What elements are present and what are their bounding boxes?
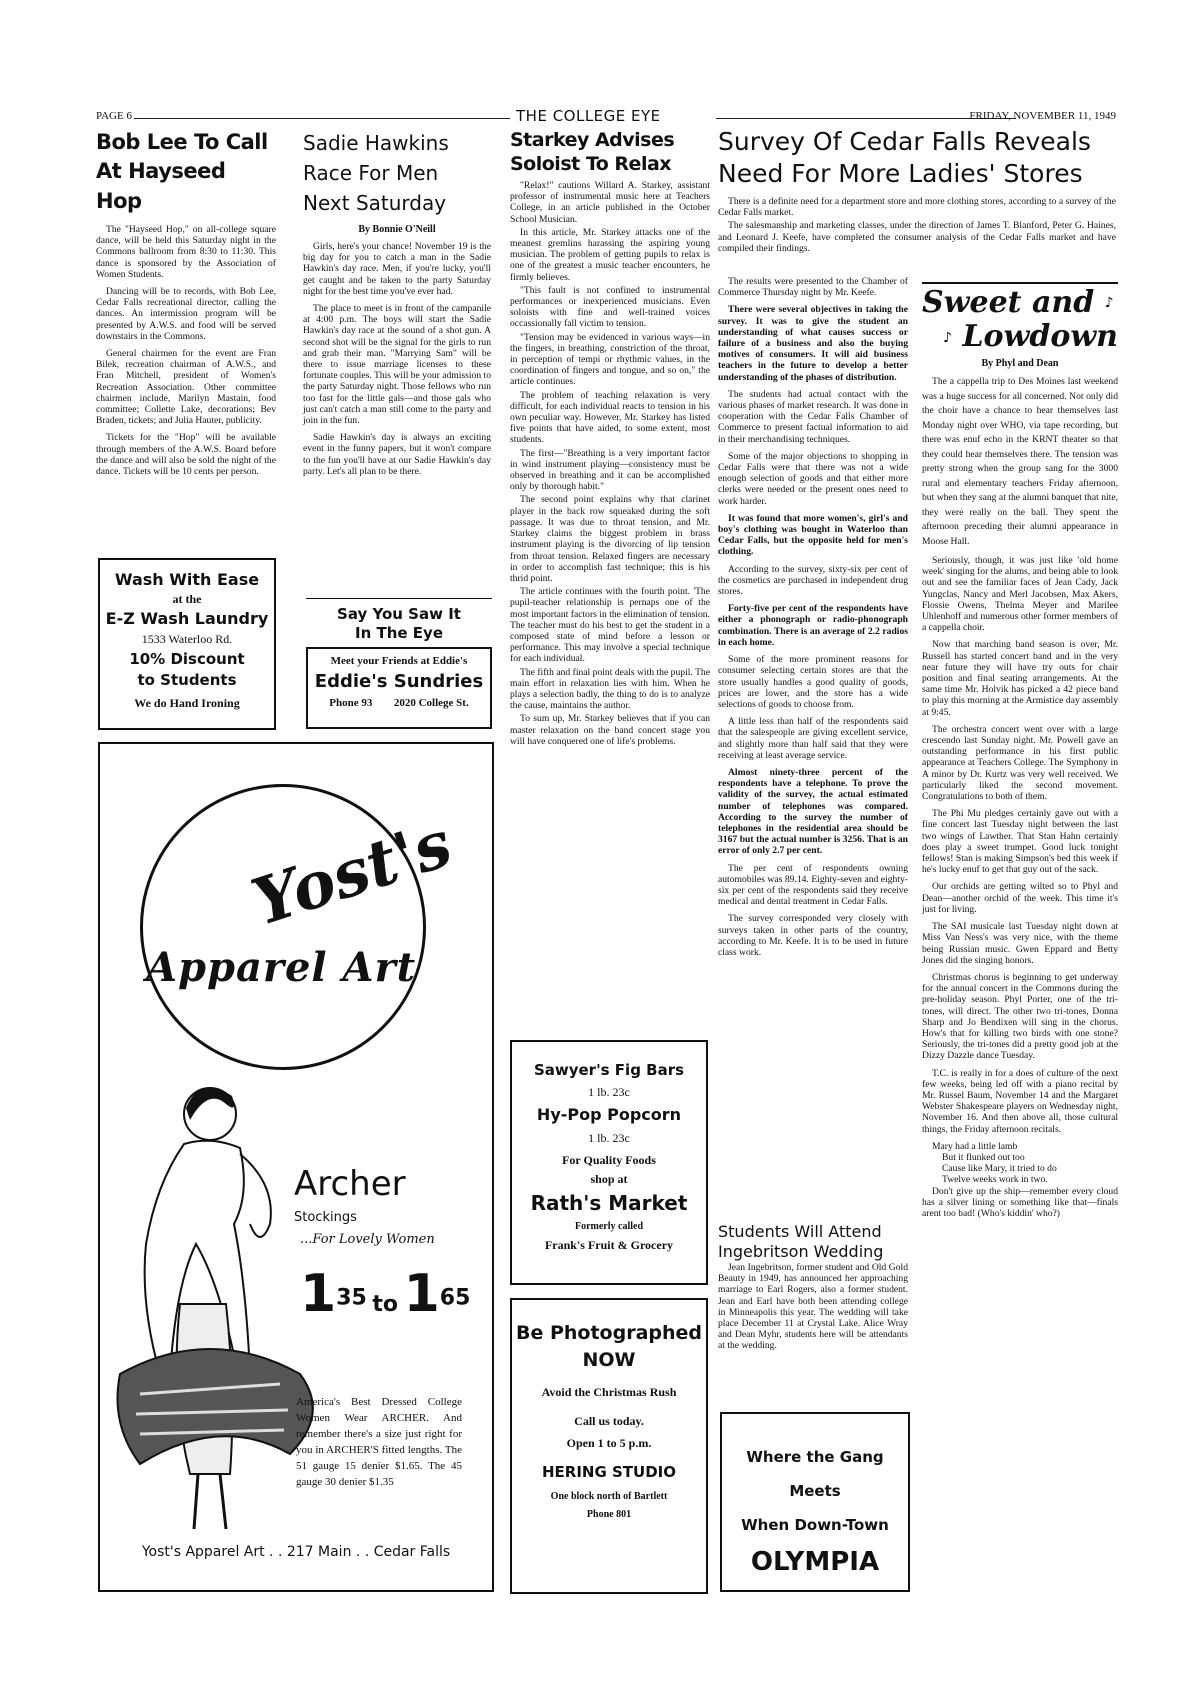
- raths-price-1: 1 lb. 23c: [588, 1085, 630, 1099]
- survey-paragraph: Some of the more prominent reasons for consumer selecting certain stores are that the store usually handles a good quality of goods, prices are lower, and the store has a wide selections of goods to choose from.: [718, 654, 908, 710]
- survey-article: [718, 276, 908, 964]
- hayseed-paragraph: Tickets for the "Hop" will be available through members of the A.W.S. Board before the dance and will also be sold the night of the dance. Tickets will be 10 cents per person.: [96, 432, 276, 478]
- survey-headline: [718, 126, 1118, 190]
- starkey-paragraph: The first—"Breathing is a very important factor in wind instrument playing—consistency must be observed in breathing and it can be accomplished only by thorough habit.": [510, 447, 710, 493]
- olympia-line-2: Meets: [789, 1482, 841, 1500]
- survey-paragraph: There were several objectives in taking the survey. It was to give the student an understanding of what causes success or failure of a business and also the buying motives of consumers. It will aid business teachers in the future to develop a better understanding of the phases of distribution.: [718, 304, 908, 383]
- survey-paragraph: The students had actual contact with the various phases of market research. It was done in cooperation with the Cedar Falls Chamber of Commerce to present factual information to aid in their merchandising techniques.: [718, 388, 908, 445]
- olympia-line-1: Where the Gang: [746, 1448, 884, 1466]
- hering-ad: [510, 1298, 708, 1594]
- lowdown-paragraph: Seriously, though, it was just like 'old home week' singing for the alums, and being able to look out and see the familiar faces of Jean Cady, Jack Yungclas, Nancy and Merl Jacobsen, Max Akers, Flossie Owens, Thelma Meyer and Marilee Uhlenhoff and numerous other former members of a cappella choir.: [922, 555, 1118, 634]
- ezwash-students: to Students: [137, 671, 237, 689]
- hayseed-article: [96, 128, 276, 483]
- starkey-article: [510, 128, 710, 749]
- ezwash-address: 1533 Waterloo Rd.: [141, 632, 233, 646]
- eddies-meet: Meet your Friends at Eddie's: [330, 655, 468, 667]
- eye-ad: [306, 598, 492, 643]
- eddies-name: Eddie's Sundries: [314, 671, 484, 692]
- sadie-article: [303, 128, 491, 483]
- survey-headline-1: Survey Of Cedar Falls Reveals: [718, 127, 1091, 156]
- sadie-headline-3: Next Saturday: [303, 191, 447, 215]
- ingebritson-headline-2: Ingebritson Wedding: [718, 1242, 884, 1261]
- raths-name: Rath's Market: [530, 1191, 688, 1215]
- ingebritson-paragraph: Jean Ingebritson, former student and Old Gold Beauty in 1949, has announced her approaching marriage to Earl Rogers, also a former student. Jean and Earl have both been attending college in Minneapolis this year. The wedding will take place December 11 at Crystal Lake. Alice Wray and Dean Myhr, students here will be attendants at the wedding.: [718, 1262, 908, 1352]
- music-note-icon: ♪: [1104, 295, 1114, 311]
- sadie-headline-2: Race For Men: [303, 161, 439, 185]
- hering-hours: Open 1 to 5 p.m.: [566, 1436, 652, 1450]
- hering-name: HERING STUDIO: [541, 1463, 677, 1481]
- starkey-paragraph: The fifth and final point deals with the pupil. The main effort in relaxation lies with him. When he plays a selection badly, the thing to do is to analyze the cause, maintains the author.: [510, 666, 710, 712]
- ezwash-ad: [98, 558, 276, 730]
- starkey-paragraph: "Relax!" cautions Willard A. Starkey, assistant professor of instrumental music here at Teachers College, in an article published in the October School Musician.: [510, 180, 710, 225]
- archer-tagline: ...For Lovely Women: [300, 1232, 435, 1247]
- poem-line: Mary had a little lamb: [932, 1140, 1018, 1152]
- survey-paragraph: Some of the major objections to shopping in Cedar Falls were that there was not a wide enough selection of goods and that either more clerks were needed or the present ones need to work harder.: [718, 450, 908, 507]
- poem-line: But it flunked out too: [942, 1151, 1025, 1163]
- starkey-paragraph: "This fault is not confined to instrumental performances or inexperienced musicians. Even soloists with fine and well-trained voices occassionally fall victim to tension.: [510, 284, 710, 330]
- starkey-paragraph: The article continues with the fourth point. 'The pupil-teacher relationship is pernaps one of the most important factors in the elimination of tension. The teacher must do his best to get the student in a composed state of mind before a lesson or performance. This may involve a special technique for each individual.: [510, 586, 710, 665]
- model-arm: [240, 1154, 271, 1237]
- lowdown-paragraph: The a cappella trip to Des Moines last weekend was a huge success for all concerned. Not only did the choir have a chance to hear themselves last Monday night over WHO, via tape recording, but there was enuf echo in the KRNT theater so that they could hear themselves there. The tension was pretty strong when the group sang for the 3000 rural and elementary teachers Friday afternoon, but when they sang at the alumni banquet that nite, they were really on the ball. They spent the afternoon preceding their alumni appearance in Moose Hall.: [922, 376, 1118, 547]
- raths-item-2: Hy-Pop Popcorn: [536, 1105, 682, 1124]
- survey-intro: [718, 196, 1116, 260]
- sadie-paragraph: The place to meet is in front of the campanile at 4:00 p.m. The boys will start the Sadie Hawkin's day race at the sound of a shot gun. A second shot will be the signal for the girls to run and grab their man. "Marrying Sam" will be there to issue marriage licenses to these fortunate couples. This will be your admission to the party Saturday night. Those fellows who run too fast for the little gals—and those gals who just can't catch a man still come to the party and join in the fun.: [303, 303, 491, 427]
- lowdown-poem: [922, 1141, 1118, 1186]
- survey-paragraph: The per cent of respondents owning automobiles was 89.14. Eighty-seven and eighty-six per cent of the respondents said they receive medical and dental treatment in Cedar Falls.: [718, 862, 908, 908]
- eddies-address: 2020 College St.: [393, 697, 469, 709]
- raths-shop: shop at: [590, 1172, 628, 1186]
- survey-intro-paragraph: There is a definite need for a department store and more clothing stores, according to a survey of the Cedar Falls market.: [718, 196, 1116, 219]
- lowdown-article: [922, 358, 1118, 1225]
- lowdown-title-1-text: Sweet and: [922, 285, 1095, 320]
- eye-line-2: In The Eye: [355, 624, 443, 642]
- sadie-paragraph: Girls, here's your chance! November 19 is the big day for you to catch a man in the Sadie Hawkin's day race. Men, if you're lucky, you'll get caught and be taken to the party Saturday night for the best time you've ever had.: [303, 241, 491, 297]
- hering-phone: Phone 801: [586, 1509, 632, 1520]
- raths-former-name: Frank's Fruit & Grocery: [544, 1238, 674, 1252]
- yosts-logo-bottom: Apparel Art: [146, 944, 417, 991]
- starkey-paragraph: The problem of teaching relaxation is very difficult, for each individual reacts to tension in his own peculiar way. However, Mr. Starkey has listed five points that have aided, to some extent, most students.: [510, 389, 710, 446]
- starkey-paragraph: The second point explains why that clarinet player in the back row squeaked during the soft passage. It was due to throat tension, and Mr. Starkey claims the biggest problem in brass instrument playing is the divorcing of lip tension from throat tension. Relaxed fingers are necessary in order to accomplish fast technique; this is his thrid point.: [510, 494, 710, 584]
- hering-line-2: NOW: [582, 1349, 636, 1371]
- sadie-headline-1: Sadie Hawkins: [303, 131, 449, 155]
- price-to-dollar: 1: [403, 1264, 440, 1324]
- lowdown-title-1: [922, 286, 1118, 320]
- lowdown-closing: Don't give up the ship—remember every cloud has a silver lining or something like that—finals arent too bad! (Who's kiddin' who?): [922, 1185, 1118, 1219]
- hering-call: Call us today.: [574, 1414, 644, 1428]
- lowdown-paragraph: T.C. is really in for a does of culture of the next few weeks, being led off with a piano recital by Mr. Russel Baum, November 14 and the Margaret Webster Shakespeare players on Wednesday night, November 16. And then above all, those cultural things, the Friday afternoon recitals.: [922, 1067, 1118, 1135]
- archer-brand: Archer: [294, 1164, 406, 1204]
- survey-paragraph: It was found that more women's, girl's and boy's clothing was bought in Waterloo than Cedar Falls, but the opposite held for men's clothing.: [718, 512, 908, 558]
- poem-line: Cause like Mary, it tried to do: [942, 1163, 1057, 1175]
- archer-copy: America's Best Dressed College Women Wear ARCHER. And remember there's a size just right for you in ARCHER'S fitted lengths. The 51 gauge 15 denier $1.65. The 45 gauge 30 denier $1.35: [296, 1396, 462, 1488]
- olympia-name: OLYMPIA: [750, 1547, 880, 1577]
- lowdown-paragraph: Christmas chorus is beginning to get underway for the annual concert in the Commons during the pre-holiday season. Phyl Porter, one of the tri-tones, will direct. The other two tri-tones, Donna Sharp and Jo Bendixen will sing in the chorus. How's that for killing two birds with one stone? Seriously, the tri-tones did a pretty good job at the Dizzy Dazzle dance Tuesday.: [922, 971, 1118, 1062]
- masthead-rule-left: [134, 118, 510, 119]
- starkey-headline-2: Soloist To Relax: [510, 153, 672, 175]
- lowdown-paragraph: The orchestra concert went over with a large crescendo last Sunday night. Mr. Powell gave an outstanding performance in his first public appearance at Teachers College. The Symphony in A minor by Dr. Kurtz was very well received. We particularly liked the second movement. Congratulations to both of them.: [922, 723, 1118, 803]
- lowdown-paragraph: The SAI musicale last Tuesday night down at Miss Van Ness's was very nice, with the theme being Russian music. Gwen Eppard and Betty Jones did the singing honors.: [922, 921, 1118, 966]
- survey-paragraph: The results were presented to the Chamber of Commerce Thursday night by Mr. Keefe.: [718, 276, 908, 299]
- lowdown-title-2: [922, 320, 1118, 355]
- page-number: PAGE 6: [96, 110, 132, 122]
- hayseed-headline-2: At Hayseed Hop: [96, 159, 226, 213]
- price-from-cents: 35: [336, 1285, 367, 1311]
- model-legs: [194, 1474, 226, 1529]
- survey-headline-2: Need For More Ladies' Stores: [718, 159, 1083, 188]
- lowdown-byline: By Phyl and Dean: [981, 358, 1059, 369]
- starkey-paragraph: To sum up, Mr. Starkey believes that if you can master relaxation on the band concert stage you will have conquered one of life's problems.: [510, 713, 710, 747]
- archer-price: [300, 1264, 470, 1324]
- raths-item-1: Sawyer's Fig Bars: [533, 1061, 685, 1079]
- survey-paragraph: A little less than half of the respondents said that the salespeople are giving excellent service, and slightly more than half said that they were receiving at least average service.: [718, 716, 908, 761]
- ezwash-ironing: We do Hand Ironing: [134, 696, 240, 710]
- starkey-headline-1: Starkey Advises: [510, 129, 675, 151]
- raths-ad: [510, 1040, 708, 1285]
- survey-paragraph: The survey corresponded very closely with surveys taken in other parts of the country, according to Mr. Keefe. It is to be used in future class work.: [718, 913, 908, 958]
- lowdown-paragraph: Our orchids are getting wilted so to Phyl and Dean—another orchid of the week. This time it's just for living.: [922, 881, 1118, 915]
- hayseed-paragraph: Dancing will be to records, with Bob Lee, Cedar Falls recreational director, calling the dances. An intermission program will be presented by A.W.S. and food will be served downstairs in the Commons.: [96, 286, 276, 342]
- survey-paragraph: According to the survey, sixty-six per cent of the cosmetics are purchased in independent drug stores.: [718, 563, 908, 598]
- ezwash-at: at the: [172, 592, 202, 606]
- raths-quality: For Quality Foods: [562, 1153, 656, 1167]
- yosts-ad: [98, 742, 494, 1592]
- survey-paragraph: Almost ninety-three percent of the respondents have a telephone. To prove the validity of the survey, the actual estimated number of telephones was compared. According to the survey the number of telephones in the residential area should be 3167 but the actual number is 3256. That is an error of only 2.7 per cent.: [718, 766, 908, 857]
- lowdown-paragraph: The Phi Mu pledges certainly gave out with a fine concert last Tuesday night between the last two wings of Lawther. That Stan Hahn certainly does play a sweet trumpet. Good luck tonight fellows! Stan is making Simpson's bed this week if he's lucky enuf to get that guy out of the sack.: [922, 808, 1118, 876]
- ezwash-name: E-Z Wash Laundry: [105, 609, 269, 628]
- music-note-icon: ♪: [943, 330, 952, 346]
- survey-paragraph: Forty-five per cent of the respondents have either a phonograph or radio-phonograph combination. There is an average of 2.2 radios in each home.: [718, 603, 908, 648]
- price-from-dollar: 1: [300, 1264, 337, 1324]
- survey-intro-paragraph: The salesmanship and marketing classes, under the direction of James T. Blanford, Peter G. Haines, and Leonard J. Keefe, have completed the consumer analysis of the Cedar Falls market and have compiled their findings.: [718, 220, 1116, 254]
- price-to-word: to: [372, 1292, 399, 1317]
- yosts-logo-top: Yost's: [243, 806, 461, 941]
- hayseed-paragraph: The "Hayseed Hop," on all-college square dance, will be held this Saturday night in the Commons ballroom from 8:30 to 11:30. This dance is sponsored by the Association of Women Students.: [96, 224, 276, 280]
- olympia-ad: [720, 1412, 910, 1592]
- issue-date: FRIDAY, NOVEMBER 11, 1949: [969, 110, 1116, 122]
- hayseed-paragraph: General chairmen for the event are Fran Bilek, recreation chairman of A.W.S., and Fran Mitchell, president of Women's Recreation Association. Other committee chairmen include, Marilyn Mastain, food committee; Collette Lake, decorations; Bev Braden, tickets; and Julia Hauter, publicity.: [96, 348, 276, 427]
- hayseed-headline-1: Bob Lee To Call: [96, 130, 268, 154]
- raths-formerly: Formerly called: [574, 1221, 644, 1232]
- poem-line: Twelve weeks work in two.: [942, 1174, 1048, 1186]
- eddies-phone: Phone 93: [329, 697, 373, 709]
- eddies-contact: [308, 697, 490, 709]
- eddies-ad: [306, 647, 492, 729]
- lowdown-title-box: [922, 282, 1118, 355]
- ingebritson-headline-1: Students Will Attend: [718, 1222, 882, 1241]
- lowdown-title-2-text: Lowdown: [962, 319, 1118, 354]
- ezwash-discount: 10% Discount: [129, 650, 245, 668]
- raths-price-2: 1 lb. 23c: [588, 1131, 630, 1145]
- paper-title: THE COLLEGE EYE: [516, 107, 661, 125]
- sadie-byline: By Bonnie O'Neill: [358, 224, 436, 235]
- ezwash-title: Wash With Ease: [114, 570, 260, 589]
- sadie-paragraph: Sadie Hawkin's day is always an exciting event in the funny papers, but it won't compare to the fun you'll have at our Sadie Hawkin's day party. Let's all plan to be there.: [303, 432, 491, 477]
- hering-line-1: Be Photographed: [515, 1322, 703, 1344]
- olympia-line-3: When Down-Town: [741, 1516, 889, 1534]
- yosts-footer: Yost's Apparel Art . . 217 Main . . Cedar Falls: [141, 1544, 451, 1560]
- hering-location: One block north of Bartlett: [550, 1491, 668, 1502]
- ingebritson-article: [718, 1222, 908, 1358]
- starkey-paragraph: "Tension may be evidenced in various ways—in the fingers, in breathing, constriction of the throat, in perception of tempi or rhythmic values, in the coordination of fingers and tongue, and so on," the article continues.: [510, 331, 710, 388]
- hering-rush: Avoid the Christmas Rush: [541, 1385, 677, 1399]
- archer-stockings: Stockings: [294, 1210, 357, 1225]
- masthead: [96, 107, 1116, 126]
- eye-line-1: Say You Saw It: [337, 605, 461, 623]
- price-to-cents: 65: [439, 1285, 471, 1311]
- starkey-paragraph: In this article, Mr. Starkey attacks one of the meanest gremlins harassing the aspiring young musician. The problem of getting pupils to relax is one of the greatest a music teacher encounters, he firmly believes.: [510, 226, 710, 283]
- lowdown-paragraph: Now that marching band season is over, Mr. Russell has started concert band and in the very near future they will have try outs for chair position and final seating arrangements. At the same time Mr. Holvik has picked a 42 piece band to play this morning at the Armistice day assembly at 9:45.: [922, 639, 1118, 718]
